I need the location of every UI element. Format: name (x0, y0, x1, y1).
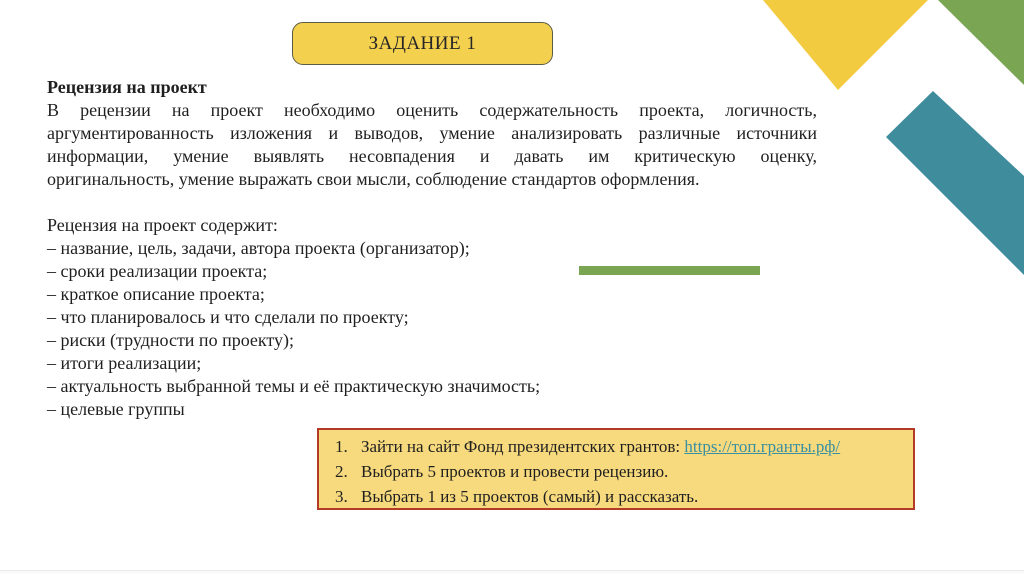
task-step (335, 459, 905, 484)
task-step-number: 1. (335, 437, 348, 456)
slide-bottom-edge (0, 570, 1024, 574)
list-item: – название, цель, задачи, автора проекта (организатор); (47, 238, 470, 258)
list-intro: Рецензия на проект содержит: (47, 215, 278, 235)
body-text-block (47, 76, 817, 421)
task-step-text-prefix: Зайти на сайт Фонд президентских грантов: (361, 437, 685, 456)
list-item: – краткое описание проекта; (47, 284, 265, 304)
list-item: – актуальность выбранной темы и её практическую значимость; (47, 376, 541, 396)
task-step-text: Выбрать 1 из 5 проектов (самый) и рассказать. (361, 487, 699, 506)
task-title-label: ЗАДАНИЕ 1 (368, 32, 477, 54)
green-corner-shape (938, 0, 1024, 85)
list-item: – итоги реализации; (47, 353, 202, 373)
paragraph-line: В рецензии на проект необходимо оценить содержательность проекта, логичность, (47, 100, 817, 120)
task-step-text (361, 434, 840, 459)
list-item: – сроки реализации проекта; (47, 261, 268, 281)
task-step-number: 2. (335, 462, 348, 481)
list-item: – целевые группы (47, 399, 185, 419)
task-instructions-box (317, 428, 915, 510)
list-item: – риски (трудности по проекту); (47, 330, 295, 350)
paragraph-line: информации, умение выявлять несовпадения и давать им критическую оценку, (47, 146, 817, 166)
task-step-number: 3. (335, 487, 348, 506)
paragraph-line: аргументированность изложения и выводов, умение анализировать различные источники (47, 123, 817, 143)
paragraph-gap (47, 191, 817, 214)
body-heading: Рецензия на проект (47, 77, 207, 97)
task-step (335, 434, 905, 459)
task-step (335, 484, 905, 509)
paragraph-line: оригинальность, умение выражать свои мысли, соблюдение стандартов оформления. (47, 169, 700, 189)
task-title-badge (292, 22, 553, 65)
task-step-text: Выбрать 5 проектов и провести рецензию. (361, 462, 669, 481)
grants-site-link[interactable]: https://топ.гранты.рф/ (684, 437, 841, 456)
teal-band-shape (886, 91, 1024, 275)
list-item: – что планировалось и что сделали по проекту; (47, 307, 409, 327)
